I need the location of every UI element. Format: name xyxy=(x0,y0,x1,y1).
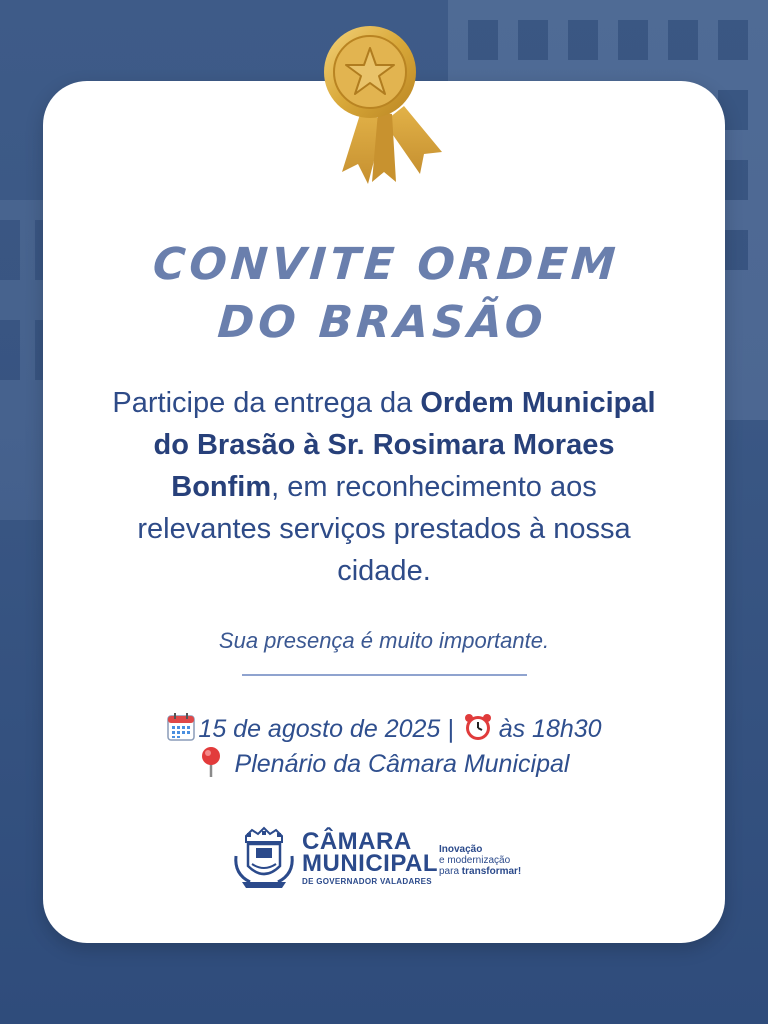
body-intro: Participe da entrega da xyxy=(112,387,421,419)
title-line-2: DO BRASÃO xyxy=(215,297,549,348)
tagline-line-3 xyxy=(439,866,521,877)
event-place: Plenário da Câmara Municipal xyxy=(234,750,570,778)
chamber-logo xyxy=(232,826,542,892)
coat-of-arms-icon xyxy=(232,826,296,892)
event-time: às 18h30 xyxy=(498,715,602,743)
honoree-highlight: Ordem Municipal do Brasão à Sr. Rosimara Moraes Bonfim xyxy=(153,387,656,503)
event-location xyxy=(0,746,768,779)
calendar-icon xyxy=(166,712,196,742)
invitation-title xyxy=(0,236,768,352)
presence-note: Sua presença é muito importante. xyxy=(218,628,550,653)
logo-subtitle: DE GOVERNADOR VALADARES xyxy=(302,877,432,886)
body-rest: , em reconhecimento aos relevantes serviços prestados à nossa cidade. xyxy=(137,471,631,587)
tagline-prefix: para xyxy=(439,866,462,877)
tagline-line-2: e modernização xyxy=(439,855,511,866)
logo-name-line-2: MUNICIPAL xyxy=(302,850,439,877)
event-date-time xyxy=(0,712,768,744)
title-line-1: CONVITE ORDEM xyxy=(151,239,621,290)
divider-line xyxy=(242,674,527,676)
invitation-body xyxy=(110,382,658,592)
medal-star-icon xyxy=(318,22,450,192)
tagline-line-1: Inovação xyxy=(439,844,483,855)
tagline-strong: transformar! xyxy=(461,866,522,877)
alarm-clock-icon xyxy=(463,712,493,742)
location-pin-icon xyxy=(199,746,223,778)
event-date: 15 de agosto de 2025 | xyxy=(198,715,454,743)
logo-tagline xyxy=(439,844,521,877)
logo-name-line-1: CÂMARA xyxy=(302,828,412,855)
